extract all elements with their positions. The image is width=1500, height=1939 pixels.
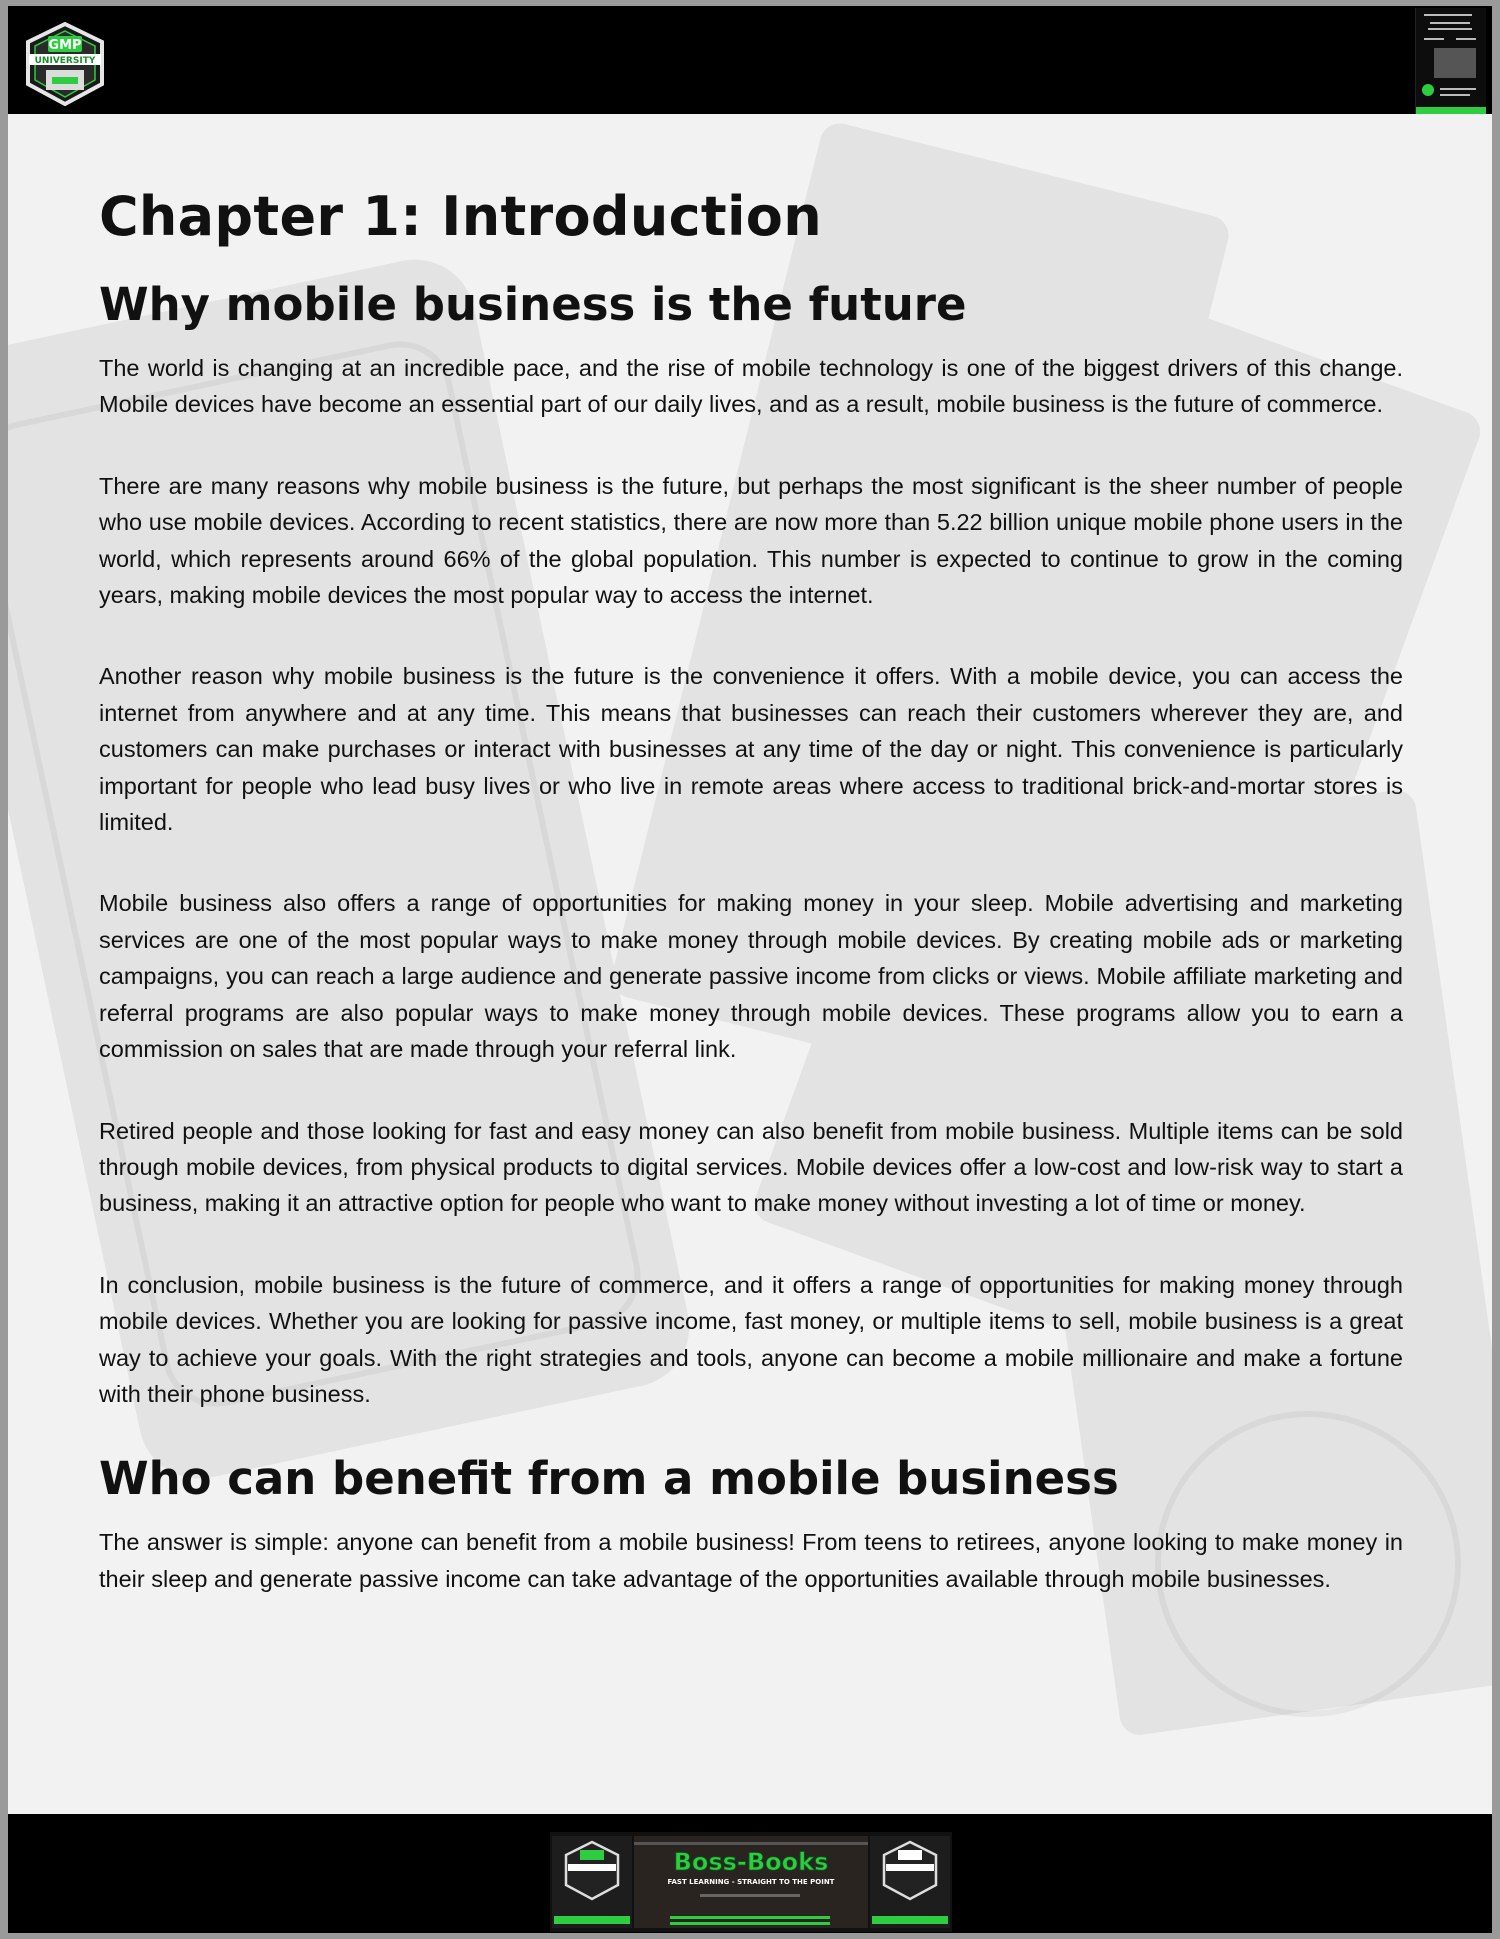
gmp-university-logo-icon (24, 22, 106, 106)
svg-text:UNIVERSITY: UNIVERSITY (34, 56, 96, 66)
paragraph: Another reason why mobile business is the future is the convenience it offers. With a mobile device, you can access the internet from anywhere and at any time. This means that businesses can reach their customers wherever they are, and customers can make purchases or interact with businesses at any time of the day or night. This convenience is particularly important for people who lead busy lives or who live in remote areas where access to traditional brick-and-mortar stores is limited. (99, 663, 1403, 836)
document-page (8, 6, 1492, 1933)
section-heading-who-benefits: Who can benefit from a mobile business (99, 1452, 1119, 1506)
boss-books-banner-icon (550, 1832, 952, 1932)
svg-text:GMP: GMP (48, 38, 82, 53)
chapter-title: Chapter 1: Introduction (99, 185, 822, 248)
document-content (99, 186, 1403, 1642)
banner-tagline: FAST LEARNING - STRAIGHT TO THE POINT (667, 1878, 835, 1886)
header-bar (8, 6, 1492, 114)
paragraph: There are many reasons why mobile business is the future, but perhaps the most significant is the sheer number of people who use mobile devices. According to recent statistics, there are now more than 5.22 billion unique mobile phone users in the world, which represents around 66% of the global population. This number is expected to continue to grow in the coming years, making mobile devices the most popular way to access the internet. (99, 472, 1403, 609)
paragraph: In conclusion, mobile business is the future of commerce, and it offers a range of opportunities for making money through mobile devices. Whether you are looking for passive income, fast money, or multiple items to sell, mobile business is a great way to achieve your goals. With the right strategies and tools, anyone can become a mobile millionaire and make a fortune with their phone business. (99, 1271, 1403, 1407)
banner-title: Boss-Books (673, 1848, 829, 1876)
paragraph: Mobile business also offers a range of opportunities for making money in your sleep. Mobile advertising and marketing services are one of the most popular ways to make money through mobile devices. By creating mobile ads or marketing campaigns, you can reach a large audience and generate passive income from clicks or views. Mobile affiliate marketing and referral programs are also popular ways to make money through mobile devices. These programs allow you to earn a commission on sales that are made through your referral link. (99, 890, 1403, 1063)
paragraph: The world is changing at an incredible pace, and the rise of mobile technology is one of the biggest drivers of this change. Mobile devices have become an essential part of our daily lives, and as a result, mobile business is the future of commerce. (99, 355, 1403, 418)
book-cover-thumbnail-icon (1415, 8, 1486, 114)
section-heading-future: Why mobile business is the future (99, 278, 967, 331)
footer-bar (8, 1814, 1492, 1933)
paragraph: Retired people and those looking for fast and easy money can also benefit from mobile business. Multiple items can be sold through mobile devices, from physical products to digital services. Mobile devices offer a low-cost and low-risk way to start a business, making it an attractive option for people who want to make money without investing a lot of time or money. (99, 1117, 1403, 1217)
paragraph: The answer is simple: anyone can benefit from a mobile business! From teens to retirees, anyone looking to make money in their sleep and generate passive income can take advantage of the opportunities available through mobile businesses. (99, 1529, 1403, 1592)
